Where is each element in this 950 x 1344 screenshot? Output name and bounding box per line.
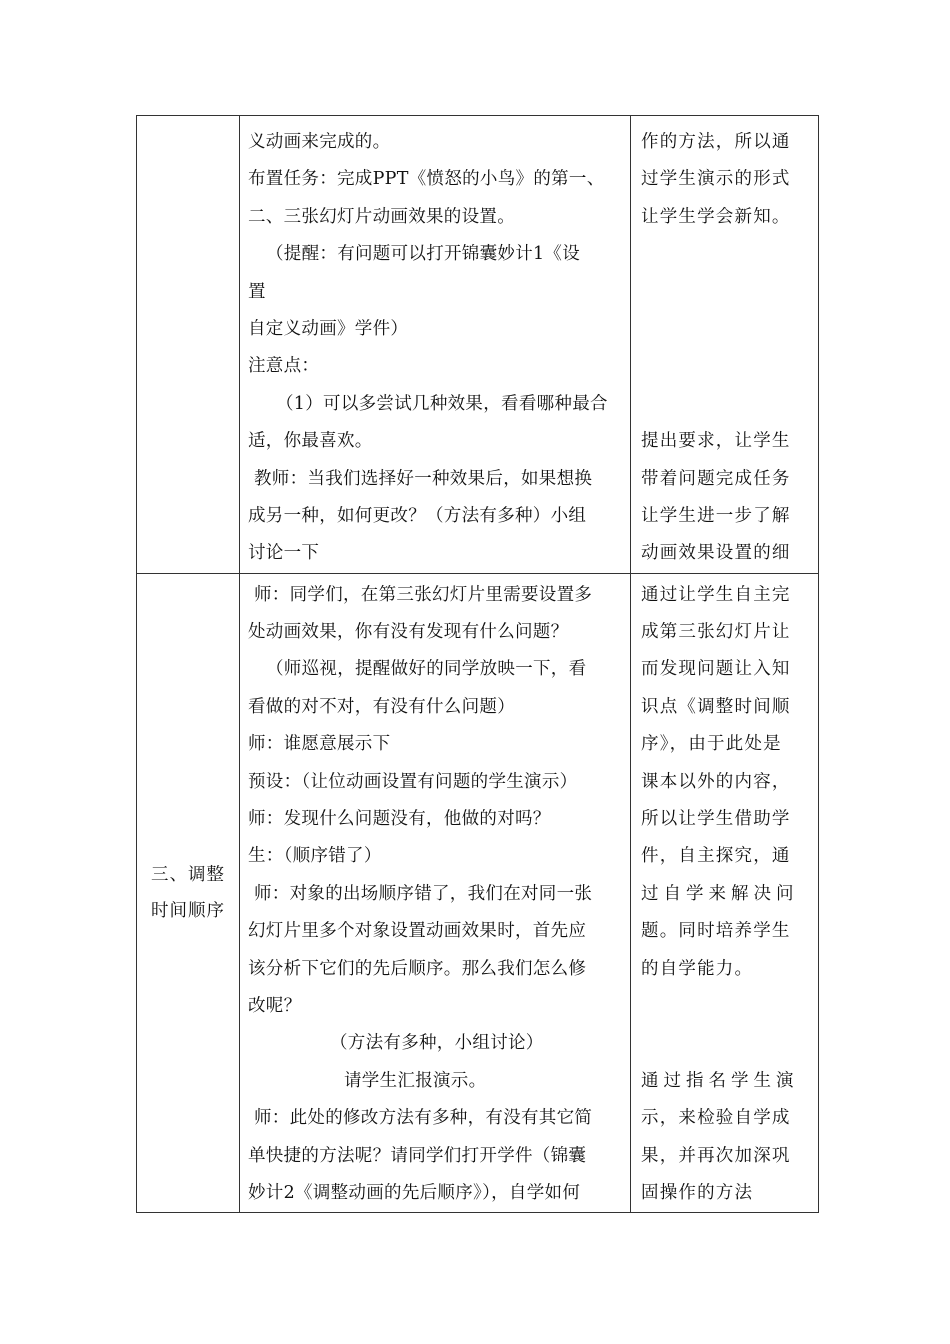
content-line: 单快捷的方法呢？请同学们打开学件（锦囊 bbox=[248, 1145, 587, 1166]
notes-line: 成第三张幻灯片让 bbox=[641, 622, 791, 643]
notes-line bbox=[631, 348, 818, 385]
lesson-plan-table bbox=[136, 115, 819, 1213]
content-line: 自定义动画》学件） bbox=[248, 318, 409, 339]
notes-cell bbox=[631, 116, 819, 574]
content-line: 处动画效果，你有没有发现有什么问题？ bbox=[248, 622, 569, 643]
content-line: 师：此处的修改方法有多种，有没有其它简 bbox=[254, 1108, 593, 1129]
notes-line: 过自学来解决问 bbox=[641, 883, 799, 904]
notes-line: 过学生演示的形式 bbox=[641, 169, 791, 190]
content-line: 看做的对不对，有没有什么问题） bbox=[248, 696, 515, 717]
content-line: 幻灯片里多个对象设置动画效果时，首先应 bbox=[248, 921, 587, 942]
content-line: 适，你最喜欢。 bbox=[248, 431, 373, 452]
notes-line: 所以让学生借助学 bbox=[641, 809, 791, 830]
content-line: 预设：（让位动画设置有问题的学生演示） bbox=[248, 771, 578, 792]
table-row bbox=[137, 573, 819, 1213]
content-line: 教师：当我们选择好一种效果后，如果想换 bbox=[254, 468, 593, 489]
notes-line bbox=[631, 386, 818, 423]
content-line: 妙计2《调整动画的先后顺序》），自学如何 bbox=[248, 1182, 581, 1203]
content-line: 生：（顺序错了） bbox=[248, 846, 382, 867]
phase-cell bbox=[137, 116, 240, 574]
notes-line: 动画效果设置的细 bbox=[641, 543, 791, 564]
content-line: 请学生汇报演示。 bbox=[344, 1070, 487, 1091]
phase-label: 时间顺序 bbox=[151, 901, 225, 921]
notes-line: 序》，由于此处是 bbox=[641, 734, 782, 755]
content-cell bbox=[240, 116, 631, 574]
notes-line: 让学生学会新知。 bbox=[641, 206, 791, 227]
notes-line: 通过让学生自主完 bbox=[641, 584, 791, 605]
content-line: 该分析下它们的先后顺序。那么我们怎么修 bbox=[248, 958, 587, 979]
notes-line: 识点《调整时间顺 bbox=[641, 696, 791, 717]
notes-line: 通过指名学生演 bbox=[641, 1070, 799, 1091]
table-row bbox=[137, 116, 819, 574]
notes-line: 件，自主探究，通 bbox=[641, 846, 791, 867]
notes-line bbox=[631, 274, 818, 311]
content-line: 讨论一下 bbox=[248, 543, 320, 564]
notes-line: 作的方法，所以通 bbox=[641, 132, 791, 152]
content-line: （提醒：有问题可以打开锦囊妙计1《设 bbox=[266, 244, 581, 265]
content-line: 置 bbox=[248, 281, 266, 302]
notes-line bbox=[631, 988, 818, 1025]
notes-cell bbox=[631, 573, 819, 1213]
notes-line: 课本以外的内容， bbox=[641, 771, 791, 792]
content-line: 师：发现什么问题没有，他做的对吗？ bbox=[248, 809, 551, 830]
content-line: （方法有多种，小组讨论） bbox=[330, 1033, 544, 1054]
notes-line: 提出要求，让学生 bbox=[641, 431, 791, 452]
notes-line bbox=[631, 1025, 818, 1062]
notes-line: 而发现问题让入知 bbox=[641, 659, 791, 680]
content-line: 成另一种，如何更改？（方法有多种）小组 bbox=[248, 505, 587, 526]
content-line: 二、三张幻灯片动画效果的设置。 bbox=[248, 206, 515, 227]
phase-label: 三、调整 bbox=[151, 865, 225, 885]
content-line: （师巡视，提醒做好的同学放映一下，看 bbox=[266, 659, 587, 680]
notes-line: 固操作的方法 bbox=[641, 1182, 754, 1203]
content-line: （1）可以多尝试几种效果，看看哪种最合 bbox=[276, 393, 608, 414]
notes-line: 的自学能力。 bbox=[641, 958, 754, 979]
notes-line: 带着问题完成任务 bbox=[641, 468, 791, 489]
notes-line: 题。同时培养学生 bbox=[641, 921, 791, 942]
content-line: 布置任务：完成PPT《愤怒的小鸟》的第一、 bbox=[248, 169, 605, 190]
content-line: 师：同学们，在第三张幻灯片里需要设置多 bbox=[254, 584, 593, 605]
content-line: 师：谁愿意展示下 bbox=[248, 734, 391, 755]
phase-cell bbox=[137, 573, 240, 1213]
notes-line: 示，来检验自学成 bbox=[641, 1108, 791, 1129]
content-cell bbox=[240, 573, 631, 1213]
notes-line: 果，并再次加深巩 bbox=[641, 1145, 791, 1166]
notes-line bbox=[631, 236, 818, 273]
content-line: 师：对象的出场顺序错了，我们在对同一张 bbox=[254, 883, 593, 904]
content-line: 改呢？ bbox=[248, 995, 302, 1016]
content-line: 义动画来完成的。 bbox=[248, 132, 391, 152]
notes-line bbox=[631, 311, 818, 348]
notes-line: 让学生进一步了解 bbox=[641, 505, 791, 526]
content-line: 注意点： bbox=[248, 356, 320, 377]
